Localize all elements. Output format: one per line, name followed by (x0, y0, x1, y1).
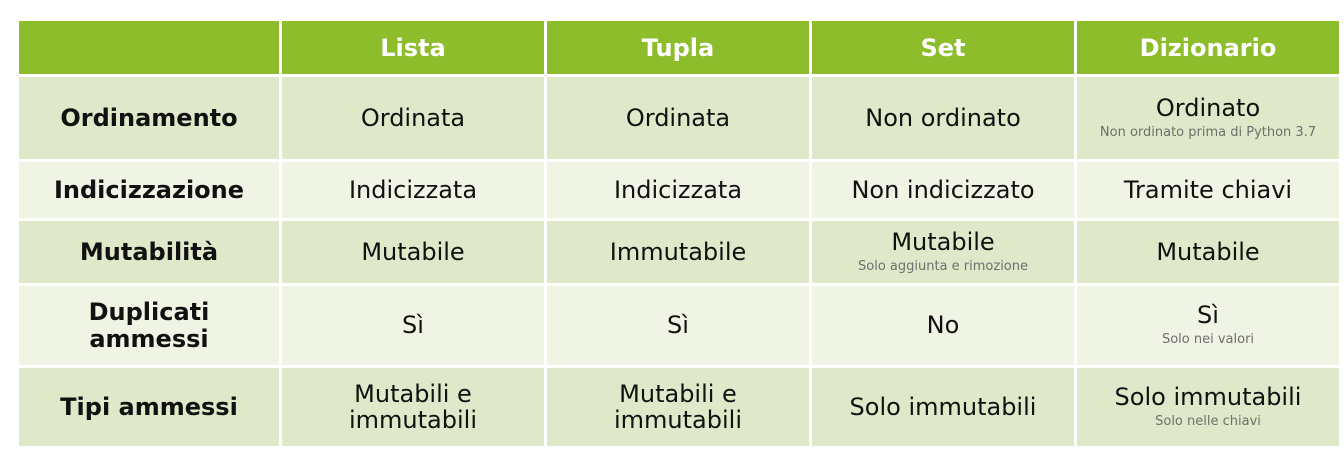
cell-set (812, 77, 1074, 159)
row-label: Ordinamento (19, 77, 279, 159)
cell-lista (282, 221, 544, 283)
row-label: Indicizzazione (19, 162, 279, 218)
header-set: Set (812, 21, 1074, 74)
cell-note: Solo aggiunta e rimozione (858, 258, 1028, 274)
cell-dizionario (1077, 77, 1339, 159)
cell-value: Solo immutabili (1114, 382, 1302, 411)
cell-note: Non ordinato prima di Python 3.7 (1099, 124, 1317, 140)
cell-value: Indicizzata (348, 175, 478, 204)
cell-tupla (547, 368, 809, 446)
cell-tupla (547, 162, 809, 218)
cell-tupla (547, 77, 809, 159)
cell-value: Ordinata (360, 103, 466, 132)
cell-value: Non indicizzato (851, 175, 1035, 204)
cell-value: Mutabili e immutabili (614, 379, 742, 434)
cell-value: Sì (667, 311, 689, 340)
cell-value: Mutabile (891, 227, 995, 256)
cell-lista (282, 368, 544, 446)
cell-value: No (926, 311, 960, 340)
cell-value: Mutabile (361, 237, 465, 266)
comparison-table (16, 18, 1342, 449)
header-lista: Lista (282, 21, 544, 74)
cell-dizionario (1077, 221, 1339, 283)
cell-value: Ordinata (625, 103, 731, 132)
cell-set (812, 162, 1074, 218)
cell-value: Mutabile (1156, 237, 1260, 266)
header-row (19, 21, 1339, 74)
header-corner-cell (19, 21, 279, 74)
cell-note: Solo nei valori (1161, 332, 1255, 348)
cell-value: Ordinato (1155, 93, 1261, 122)
cell-value: Immutabile (609, 237, 747, 266)
row-mutabilita (19, 221, 1339, 283)
row-indicizzazione (19, 162, 1339, 218)
header-dizionario: Dizionario (1077, 21, 1339, 74)
cell-lista (282, 286, 544, 365)
cell-value: Indicizzata (613, 175, 743, 204)
cell-dizionario (1077, 286, 1339, 365)
cell-value: Sì (402, 311, 424, 340)
cell-value: Solo immutabili (849, 392, 1037, 421)
cell-value: Sì (1197, 301, 1219, 330)
cell-dizionario (1077, 368, 1339, 446)
cell-tupla (547, 221, 809, 283)
cell-value: Non ordinato (865, 103, 1021, 132)
cell-tupla (547, 286, 809, 365)
cell-set (812, 286, 1074, 365)
row-label: Tipi ammessi (19, 368, 279, 446)
row-label: Mutabilità (19, 221, 279, 283)
row-tipi-ammessi (19, 368, 1339, 446)
cell-dizionario (1077, 162, 1339, 218)
cell-note: Solo nelle chiavi (1155, 413, 1261, 429)
cell-lista (282, 77, 544, 159)
row-ordinamento (19, 77, 1339, 159)
cell-value: Tramite chiavi (1123, 175, 1293, 204)
cell-value: Mutabili e immutabili (349, 379, 477, 434)
cell-set (812, 221, 1074, 283)
row-label: Duplicati ammessi (19, 286, 279, 365)
row-duplicati-ammessi (19, 286, 1339, 365)
cell-set (812, 368, 1074, 446)
cell-lista (282, 162, 544, 218)
header-tupla: Tupla (547, 21, 809, 74)
